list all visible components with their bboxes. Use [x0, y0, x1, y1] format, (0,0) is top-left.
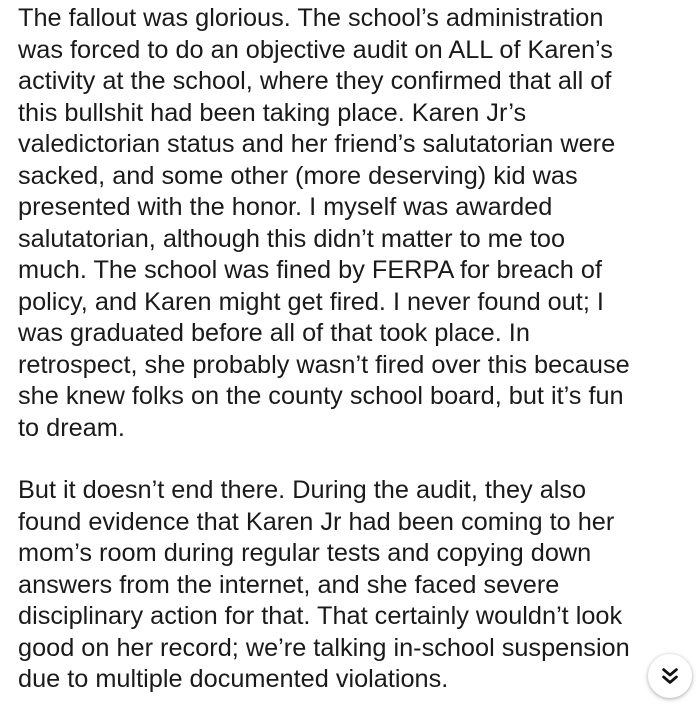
text-line: this bullshit had been taking place. Karen Jr’s	[18, 98, 527, 127]
text-line: salutatorian, although this didn’t matter to me too	[18, 224, 566, 253]
text-line: sacked, and some other (more deserving) kid was	[18, 161, 578, 190]
text-line: disciplinary action for that. That certainly wouldn’t look	[18, 602, 623, 630]
text-line: mom’s room during regular tests and copying down	[18, 539, 592, 567]
text-line: found evidence that Karen Jr had been coming to her	[18, 507, 615, 536]
text-line: retrospect, she probably wasn’t fired over this because	[18, 350, 630, 379]
paragraph-1	[18, 3, 686, 444]
text-line: was graduated before all of that took place. In	[18, 319, 530, 347]
paragraph-gap	[18, 444, 686, 475]
text-line: The fallout was glorious. The school’s administration	[18, 4, 604, 32]
text-line: valedictorian status and her friend’s salutatorian were	[18, 130, 616, 158]
paragraph-2	[18, 475, 686, 696]
text-line: But it doesn’t end there. During the audit, they also	[18, 476, 587, 504]
text-line: activity at the school, where they confirmed that all of	[18, 67, 612, 95]
text-line: was forced to do an objective audit on ALL of Karen’s	[18, 35, 613, 64]
text-line: to dream.	[18, 413, 125, 442]
double-chevron-down-icon	[659, 665, 681, 687]
text-line: she knew folks on the county school board, but it’s fun	[18, 382, 624, 410]
text-line: much. The school was fined by FERPA for breach of	[18, 256, 602, 284]
text-line: presented with the honor. I myself was awarded	[18, 193, 553, 221]
text-line: good on her record; we’re talking in-school suspension	[18, 633, 630, 662]
post-body	[18, 3, 686, 696]
text-line: due to multiple documented violations.	[18, 665, 449, 693]
text-line: answers from the internet, and she faced severe	[18, 570, 560, 599]
scroll-down-button[interactable]	[648, 654, 692, 698]
text-line: policy, and Karen might get fired. I never found out; I	[18, 287, 604, 316]
